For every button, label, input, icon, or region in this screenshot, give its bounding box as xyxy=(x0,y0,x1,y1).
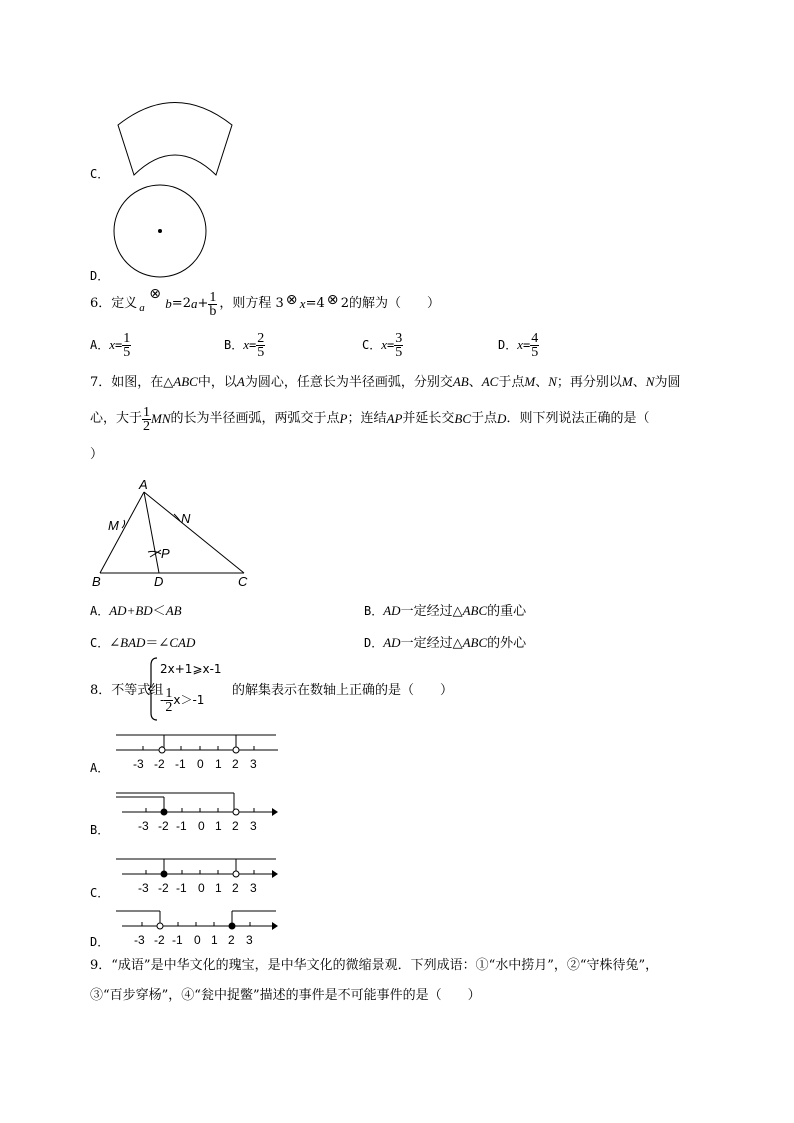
q7-l2-end: ．则下列说法正确的是（ xyxy=(506,411,650,426)
tl-a-1: -3 xyxy=(133,757,144,771)
q6-option-a-num: 1 xyxy=(123,330,131,346)
q5-option-d-label: D． xyxy=(90,269,110,283)
q8-option-d-label[interactable]: D． xyxy=(90,935,110,949)
q7-option-a-label: A． xyxy=(90,604,110,618)
q6-option-b-var: x xyxy=(243,337,250,352)
q6-option-c-den: 5 xyxy=(395,344,403,360)
q7-option-c-label: C． xyxy=(90,636,110,650)
q6-option-d[interactable] xyxy=(498,328,539,362)
otimes-symbol-3: ⊗ xyxy=(326,292,339,308)
q7-option-b-end: 的重心 xyxy=(487,604,527,619)
tl-a-4: 0 xyxy=(197,757,204,771)
q8-option-b-label[interactable]: B． xyxy=(90,823,110,837)
q7-abc: ABC xyxy=(173,374,198,389)
q6-option-b-frac xyxy=(256,332,265,359)
q8-numberline-a[interactable] xyxy=(112,728,284,772)
q7-half-frac xyxy=(142,406,151,433)
q7-option-d-label: D． xyxy=(364,636,384,650)
q7-m2: M xyxy=(621,374,633,389)
q6-option-d-frac xyxy=(530,332,539,359)
q7-option-c-eq: ＝∠ xyxy=(145,636,170,651)
system-brace xyxy=(148,657,158,721)
q6-text-end: 的解为（ ） xyxy=(349,296,441,311)
q6-eq: =2 xyxy=(171,296,191,311)
q6-option-c-var: x xyxy=(381,337,388,352)
open-dot-a-left xyxy=(159,747,165,753)
q7-option-a-rhs: AB xyxy=(165,603,182,618)
q7-half-num: 1 xyxy=(143,404,151,420)
q7-triangle-figure xyxy=(88,478,258,588)
open-dot-d-left xyxy=(157,923,163,929)
q8-ineq2-den: 2 xyxy=(165,699,173,715)
q6-number: 6． xyxy=(90,296,112,311)
q6-option-b[interactable] xyxy=(224,328,265,362)
q6-var-a2: a xyxy=(190,296,198,311)
tl-b-4: 0 xyxy=(198,819,205,833)
q6-option-a-label: A． xyxy=(90,338,110,352)
tl-c-3: -1 xyxy=(176,881,187,895)
q6-two: 2 xyxy=(340,296,350,311)
q6-option-d-var: x xyxy=(517,337,524,352)
q7-line2 xyxy=(90,402,649,436)
q7-option-a[interactable] xyxy=(90,603,182,620)
q8-numberline-c[interactable] xyxy=(112,852,284,896)
q7-option-d-text: 一定经过△ xyxy=(400,636,463,651)
q7-ab: AB xyxy=(452,374,469,389)
q6-var-x: x xyxy=(299,296,306,311)
q7-end2: 为圆 xyxy=(654,375,681,390)
open-dot-a-right xyxy=(233,747,239,753)
tl-b-6: 2 xyxy=(232,819,239,833)
label-n: N xyxy=(181,511,191,526)
q7-n2: N xyxy=(645,374,655,389)
solid-dot-b-left xyxy=(161,809,168,816)
q7-mn: MN xyxy=(151,411,171,426)
solid-dot-c-left xyxy=(161,871,168,878)
tl-a-5: 1 xyxy=(215,757,222,771)
q8-option-a-label[interactable]: A． xyxy=(90,761,110,775)
tl-a-3: -1 xyxy=(175,757,186,771)
q7-m: M xyxy=(524,374,536,389)
q7-n: N xyxy=(548,374,557,389)
q7-d: D xyxy=(497,411,507,426)
tl-b-3: -1 xyxy=(176,819,187,833)
q5-option-c-label: C． xyxy=(90,167,110,181)
q7-option-b[interactable] xyxy=(364,603,526,620)
q7-line3: ） xyxy=(90,447,104,462)
tl-b-5: 1 xyxy=(215,819,222,833)
q8-option-c-label[interactable]: C． xyxy=(90,886,110,900)
q9-line1: 9．“成语”是中华文化的瑰宝，是中华文化的微缩景观．下列成语：①“水中捞月”，②“守株待兔”， xyxy=(90,958,659,973)
arc-m xyxy=(122,520,125,528)
q6-option-c-num: 3 xyxy=(395,330,403,346)
option-c-figure xyxy=(110,95,240,185)
q6-option-d-label: D． xyxy=(498,338,518,352)
q6-frac-num: 1 xyxy=(209,289,217,305)
tl-d-1: -3 xyxy=(134,933,145,947)
q7-option-a-rel: ＜ xyxy=(152,604,166,619)
q7-option-c-var1: BAD xyxy=(120,635,146,650)
q7-option-c-angle: ∠ xyxy=(109,636,121,651)
otimes-symbol: ⊗ xyxy=(149,286,162,302)
open-dot-b-right xyxy=(233,809,239,815)
q8-stem-end: 的解集表示在数轴上正确的是（ ） xyxy=(232,683,454,698)
circle-center-dot xyxy=(158,229,162,233)
q6-option-b-den: 5 xyxy=(257,344,265,360)
tl-d-4: 0 xyxy=(194,933,201,947)
q6-option-a-eq: = xyxy=(115,338,123,352)
label-d: D xyxy=(154,574,164,588)
q8-ineq2-frac xyxy=(164,687,173,714)
q7-a: A xyxy=(236,374,245,389)
q8-numberline-d[interactable] xyxy=(112,904,284,948)
q7-option-c[interactable] xyxy=(90,635,195,652)
q6-option-a-den: 5 xyxy=(123,344,131,360)
tl-d-3: -1 xyxy=(172,933,183,947)
q6-eq2: =4 xyxy=(305,296,325,311)
q6-option-d-num: 4 xyxy=(531,330,539,346)
q7-option-d-var: AD xyxy=(383,635,401,650)
q6-plus: + xyxy=(197,296,209,311)
q6-option-b-eq: = xyxy=(249,338,257,352)
q7-half-den: 2 xyxy=(143,418,151,434)
arrow-d xyxy=(272,922,278,930)
q7-end: ；再分别以 xyxy=(556,375,622,390)
q7-comma2: 、 xyxy=(632,375,646,390)
q6-option-d-den: 5 xyxy=(531,344,539,360)
label-b: B xyxy=(92,574,101,588)
q7-sep: 、 xyxy=(468,375,482,390)
q6-option-a[interactable] xyxy=(90,328,131,362)
q6-option-a-var: x xyxy=(109,337,116,352)
segment-ad xyxy=(144,492,159,573)
tl-c-1: -3 xyxy=(138,881,149,895)
q7-ap: AP xyxy=(386,411,403,426)
q7-option-b-tri: ABC xyxy=(462,603,488,618)
arrow-c xyxy=(272,870,278,878)
q8-ineq2-num: 1 xyxy=(165,685,173,701)
label-c: C xyxy=(238,574,248,588)
q7-prefix: 7．如图，在△ xyxy=(90,375,174,390)
q7-l2-prefix: 心，大于 xyxy=(90,411,143,426)
q7-option-c-var2: CAD xyxy=(169,635,196,650)
q7-line1 xyxy=(90,374,680,391)
otimes-symbol-2: ⊗ xyxy=(285,292,298,308)
q6-var-a: a xyxy=(139,302,145,314)
q6-option-b-label: B． xyxy=(224,338,244,352)
option-d-figure xyxy=(112,183,212,283)
q6-var-b: b xyxy=(165,296,172,311)
q7-l2-mid1: 的长为半径画弧，两弧交于点 xyxy=(170,411,340,426)
tl-a-2: -2 xyxy=(154,757,165,771)
q7-option-d[interactable] xyxy=(364,635,526,652)
q6-fraction xyxy=(208,291,217,318)
q8-ineq2 xyxy=(160,683,204,717)
side-ab xyxy=(100,492,144,573)
tl-a-6: 2 xyxy=(232,757,239,771)
q9-line2: ③“百步穿杨”，④“瓮中捉鳖”描述的事件是不可能事件的是（ ） xyxy=(90,988,481,1003)
q6-option-b-num: 2 xyxy=(257,330,265,346)
arrow-b xyxy=(272,808,278,816)
q8-numberline-b[interactable] xyxy=(112,790,284,834)
q7-ac: AC xyxy=(481,374,499,389)
q7-l2-mid2: ；连结 xyxy=(347,411,387,426)
q6-option-c-label: C． xyxy=(362,338,382,352)
q7-mid3: 于点 xyxy=(498,375,525,390)
tl-d-2: -2 xyxy=(154,933,165,947)
q7-l2-mid3: 并延长交 xyxy=(402,411,455,426)
q6-option-c[interactable] xyxy=(362,328,403,362)
q7-option-d-end: 的外心 xyxy=(487,636,527,651)
open-dot-c-right xyxy=(233,871,239,877)
q6-option-c-eq: = xyxy=(387,338,395,352)
q6-text-def: 定义 xyxy=(111,296,138,311)
q6-option-d-eq: = xyxy=(523,338,531,352)
label-m: M xyxy=(108,518,119,533)
q7-mid1: 中，以 xyxy=(197,375,237,390)
sector-ring-shape xyxy=(118,103,232,176)
tl-c-5: 1 xyxy=(215,881,222,895)
q7-comma: 、 xyxy=(535,375,549,390)
tl-b-1: -3 xyxy=(138,819,149,833)
tl-d-7: 3 xyxy=(246,933,253,947)
tl-c-6: 2 xyxy=(232,881,239,895)
q6-text-then: ，则方程 3 xyxy=(219,296,284,311)
q8-ineq1: 2x+1⩾x-1 xyxy=(160,662,222,676)
label-a: A xyxy=(139,478,148,492)
q7-bc: BC xyxy=(454,411,472,426)
side-ac xyxy=(144,492,244,573)
q7-option-b-text: 一定经过△ xyxy=(400,604,463,619)
q7-option-d-tri: ABC xyxy=(462,635,488,650)
q6-option-a-frac xyxy=(122,332,131,359)
q6-option-c-frac xyxy=(394,332,403,359)
q6-stem xyxy=(90,286,440,322)
tl-d-5: 1 xyxy=(211,933,218,947)
q6-frac-den: b xyxy=(209,303,217,319)
q8-stem-number: 8．不等式组 xyxy=(90,683,164,698)
tl-c-7: 3 xyxy=(250,881,257,895)
tl-c-2: -2 xyxy=(158,881,169,895)
q7-mid2: 为圆心，任意长为半径画弧，分别交 xyxy=(244,375,453,390)
q7-option-b-var: AD xyxy=(383,603,401,618)
tl-b-7: 3 xyxy=(250,819,257,833)
tl-a-7: 3 xyxy=(250,757,257,771)
q8-ineq2-neg: - xyxy=(160,693,165,707)
tl-d-6: 2 xyxy=(228,933,235,947)
tl-b-2: -2 xyxy=(158,819,169,833)
label-p: P xyxy=(161,546,170,561)
q7-option-a-expr: AD+BD xyxy=(109,603,153,618)
tl-c-4: 0 xyxy=(198,881,205,895)
q8-ineq2-rest: x＞-1 xyxy=(173,693,205,707)
q7-l2-mid4: 于点 xyxy=(471,411,498,426)
q7-option-b-label: B． xyxy=(364,604,384,618)
solid-dot-d-right xyxy=(229,923,236,930)
q7-p: P xyxy=(339,411,348,426)
